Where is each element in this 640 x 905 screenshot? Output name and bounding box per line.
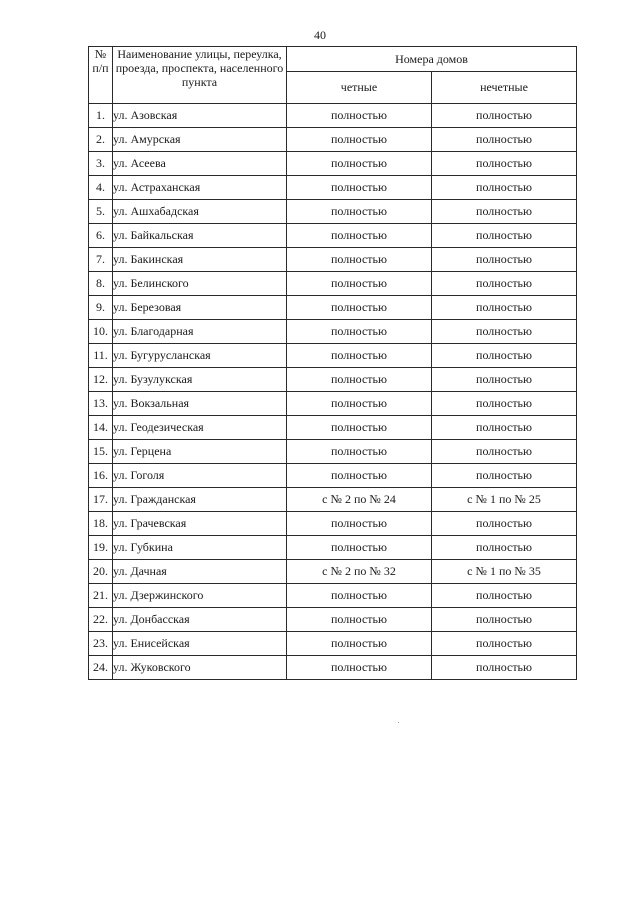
even-houses: полностью <box>287 296 432 320</box>
table-row <box>89 584 577 608</box>
row-number: 20. <box>89 560 113 584</box>
street-name: ул. Донбасская <box>113 608 287 632</box>
scan-speck <box>398 722 399 723</box>
odd-houses: полностью <box>432 536 577 560</box>
table-row <box>89 464 577 488</box>
odd-houses: полностью <box>432 272 577 296</box>
odd-houses: полностью <box>432 656 577 680</box>
table-row <box>89 536 577 560</box>
street-name: ул. Грачевская <box>113 512 287 536</box>
odd-houses: полностью <box>432 512 577 536</box>
even-houses: с № 2 по № 24 <box>287 488 432 512</box>
table-row <box>89 608 577 632</box>
street-name: ул. Астраханская <box>113 176 287 200</box>
odd-houses: полностью <box>432 224 577 248</box>
header-even: четные <box>287 72 432 104</box>
row-number: 19. <box>89 536 113 560</box>
row-number: 12. <box>89 368 113 392</box>
row-number: 24. <box>89 656 113 680</box>
street-name: ул. Енисейская <box>113 632 287 656</box>
even-houses: полностью <box>287 248 432 272</box>
table-row <box>89 224 577 248</box>
even-houses: полностью <box>287 224 432 248</box>
even-houses: полностью <box>287 368 432 392</box>
odd-houses: полностью <box>432 296 577 320</box>
odd-houses: с № 1 по № 25 <box>432 488 577 512</box>
table-row <box>89 320 577 344</box>
row-number: 14. <box>89 416 113 440</box>
table-row <box>89 632 577 656</box>
table-row <box>89 296 577 320</box>
row-number: 5. <box>89 200 113 224</box>
street-name: ул. Березовая <box>113 296 287 320</box>
even-houses: полностью <box>287 656 432 680</box>
even-houses: полностью <box>287 200 432 224</box>
street-name: ул. Геодезическая <box>113 416 287 440</box>
even-houses: полностью <box>287 608 432 632</box>
header-street-name: Наименование улицы, переулка, проезда, проспекта, населенного пункта <box>113 47 287 104</box>
header-odd: нечетные <box>432 72 577 104</box>
odd-houses: полностью <box>432 320 577 344</box>
table-row <box>89 488 577 512</box>
street-name: ул. Гражданская <box>113 488 287 512</box>
row-number: 10. <box>89 320 113 344</box>
street-name: ул. Асеева <box>113 152 287 176</box>
odd-houses: полностью <box>432 248 577 272</box>
even-houses: полностью <box>287 512 432 536</box>
table-row <box>89 368 577 392</box>
even-houses: полностью <box>287 440 432 464</box>
odd-houses: полностью <box>432 584 577 608</box>
table-row <box>89 128 577 152</box>
table-row <box>89 200 577 224</box>
header-num: № п/п <box>89 47 113 104</box>
table-row <box>89 104 577 128</box>
street-name: ул. Дзержинского <box>113 584 287 608</box>
odd-houses: полностью <box>432 608 577 632</box>
odd-houses: полностью <box>432 416 577 440</box>
table-row <box>89 176 577 200</box>
table-body <box>89 104 577 680</box>
street-name: ул. Губкина <box>113 536 287 560</box>
street-name: ул. Вокзальная <box>113 392 287 416</box>
odd-houses: полностью <box>432 104 577 128</box>
odd-houses: полностью <box>432 368 577 392</box>
row-number: 6. <box>89 224 113 248</box>
even-houses: полностью <box>287 392 432 416</box>
table-row <box>89 440 577 464</box>
even-houses: полностью <box>287 272 432 296</box>
odd-houses: полностью <box>432 632 577 656</box>
row-number: 11. <box>89 344 113 368</box>
table-row <box>89 272 577 296</box>
even-houses: полностью <box>287 128 432 152</box>
street-name: ул. Азовская <box>113 104 287 128</box>
table-row <box>89 392 577 416</box>
row-number: 13. <box>89 392 113 416</box>
even-houses: полностью <box>287 632 432 656</box>
even-houses: полностью <box>287 416 432 440</box>
row-number: 18. <box>89 512 113 536</box>
street-name: ул. Дачная <box>113 560 287 584</box>
street-name: ул. Белинского <box>113 272 287 296</box>
table-row <box>89 248 577 272</box>
page-number: 40 <box>314 28 326 42</box>
row-number: 4. <box>89 176 113 200</box>
table-row <box>89 152 577 176</box>
even-houses: полностью <box>287 176 432 200</box>
table-row <box>89 344 577 368</box>
table-row <box>89 512 577 536</box>
even-houses: полностью <box>287 152 432 176</box>
streets-table <box>88 46 577 680</box>
street-name: ул. Амурская <box>113 128 287 152</box>
table-header <box>89 47 577 104</box>
odd-houses: полностью <box>432 152 577 176</box>
row-number: 2. <box>89 128 113 152</box>
table-row <box>89 416 577 440</box>
row-number: 8. <box>89 272 113 296</box>
street-name: ул. Жуковского <box>113 656 287 680</box>
street-name: ул. Бузулукская <box>113 368 287 392</box>
odd-houses: полностью <box>432 464 577 488</box>
street-name: ул. Байкальская <box>113 224 287 248</box>
row-number: 1. <box>89 104 113 128</box>
row-number: 21. <box>89 584 113 608</box>
row-number: 3. <box>89 152 113 176</box>
even-houses: полностью <box>287 536 432 560</box>
table-row <box>89 656 577 680</box>
street-name: ул. Бакинская <box>113 248 287 272</box>
even-houses: с № 2 по № 32 <box>287 560 432 584</box>
even-houses: полностью <box>287 464 432 488</box>
header-house-numbers: Номера домов <box>287 47 577 72</box>
odd-houses: полностью <box>432 440 577 464</box>
street-name: ул. Ашхабадская <box>113 200 287 224</box>
row-number: 17. <box>89 488 113 512</box>
street-name: ул. Гоголя <box>113 464 287 488</box>
odd-houses: полностью <box>432 344 577 368</box>
odd-houses: с № 1 по № 35 <box>432 560 577 584</box>
row-number: 9. <box>89 296 113 320</box>
odd-houses: полностью <box>432 392 577 416</box>
street-name: ул. Благодарная <box>113 320 287 344</box>
even-houses: полностью <box>287 320 432 344</box>
row-number: 15. <box>89 440 113 464</box>
even-houses: полностью <box>287 104 432 128</box>
odd-houses: полностью <box>432 200 577 224</box>
street-name: ул. Бугурусланская <box>113 344 287 368</box>
odd-houses: полностью <box>432 176 577 200</box>
even-houses: полностью <box>287 584 432 608</box>
table-row <box>89 560 577 584</box>
even-houses: полностью <box>287 344 432 368</box>
street-name: ул. Герцена <box>113 440 287 464</box>
row-number: 23. <box>89 632 113 656</box>
row-number: 16. <box>89 464 113 488</box>
row-number: 7. <box>89 248 113 272</box>
row-number: 22. <box>89 608 113 632</box>
odd-houses: полностью <box>432 128 577 152</box>
